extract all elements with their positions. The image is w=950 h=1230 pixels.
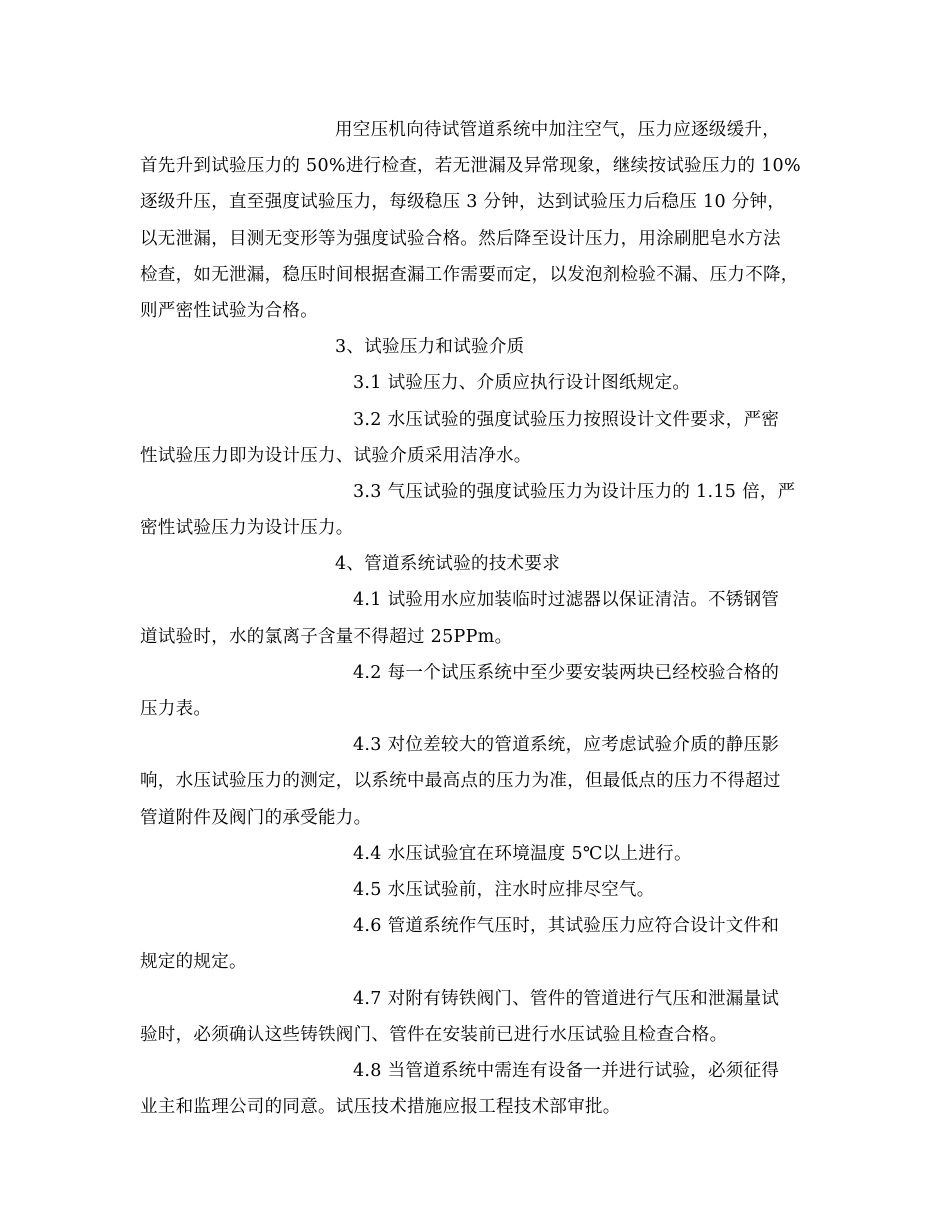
text-line: 4.8 当管道系统中需连有设备一并进行试验，必须征得	[353, 1060, 780, 1081]
text-line: 首先升到试验压力的 50%进行检查，若无泄漏及异常现象，继续按试验压力的 10%	[140, 156, 801, 177]
text-line: 4.1 试验用水应加装临时过滤器以保证清洁。不锈钢管	[353, 590, 780, 611]
text-line: 4、管道系统试验的技术要求	[335, 554, 561, 575]
text-line: 性试验压力即为设计压力、试验介质采用洁净水。	[140, 445, 532, 466]
text-line: 规定的规定。	[140, 952, 247, 973]
text-line: 4.3 对位差较大的管道系统，应考虑试验介质的静压影	[353, 735, 780, 756]
text-line: 则严密性试验为合格。	[140, 300, 318, 321]
text-line: 3.1 试验压力、介质应执行设计图纸规定。	[353, 373, 691, 394]
text-line: 4.6 管道系统作气压时，其试验压力应符合设计文件和	[353, 916, 780, 937]
text-line: 检查，如无泄漏，稳压时间根据查漏工作需要而定，以发泡剂检验不漏、压力不降，	[140, 264, 799, 285]
text-line: 密性试验压力为设计压力。	[140, 518, 354, 539]
document-body	[140, 112, 820, 1125]
text-line: 管道附件及阀门的承受能力。	[140, 807, 372, 828]
text-line: 道试验时，水的氯离子含量不得超过 25PPm。	[140, 626, 513, 647]
text-line: 压力表。	[140, 699, 212, 719]
text-line: 以无泄漏，目测无变形等为强度试验合格。然后降至设计压力，用涂刷肥皂水方法	[140, 228, 781, 249]
text-line: 4.2 每一个试压系统中至少要安装两块已经校验合格的	[353, 662, 780, 683]
text-line: 4.4 水压试验宜在环境温度 5℃以上进行。	[353, 843, 692, 864]
text-line: 3.2 水压试验的强度试验压力按照设计文件要求，严密	[353, 409, 780, 430]
text-line: 4.5 水压试验前，注水时应排尽空气。	[353, 879, 655, 900]
text-line: 3、试验压力和试验介质	[335, 337, 525, 358]
text-line: 验时，必须确认这些铸铁阀门、管件在安装前已进行水压试验且检查合格。	[140, 1024, 728, 1045]
text-line: 4.7 对附有铸铁阀门、管件的管道进行气压和泄漏量试	[353, 988, 780, 1009]
text-line: 响，水压试验压力的测定，以系统中最高点的压力为准，但最低点的压力不得超过	[140, 771, 781, 792]
text-line: 用空压机向待试管道系统中加注空气，压力应逐级缓升，	[335, 120, 780, 140]
text-line: 业主和监理公司的同意。试压技术措施应报工程技术部审批。	[140, 1097, 621, 1118]
text-line: 逐级升压，直至强度试验压力，每级稳压 3 分钟，达到试验压力后稳压 10 分钟，	[140, 192, 786, 213]
text-line: 3.3 气压试验的强度试验压力为设计压力的 1.15 倍，严	[353, 481, 796, 502]
